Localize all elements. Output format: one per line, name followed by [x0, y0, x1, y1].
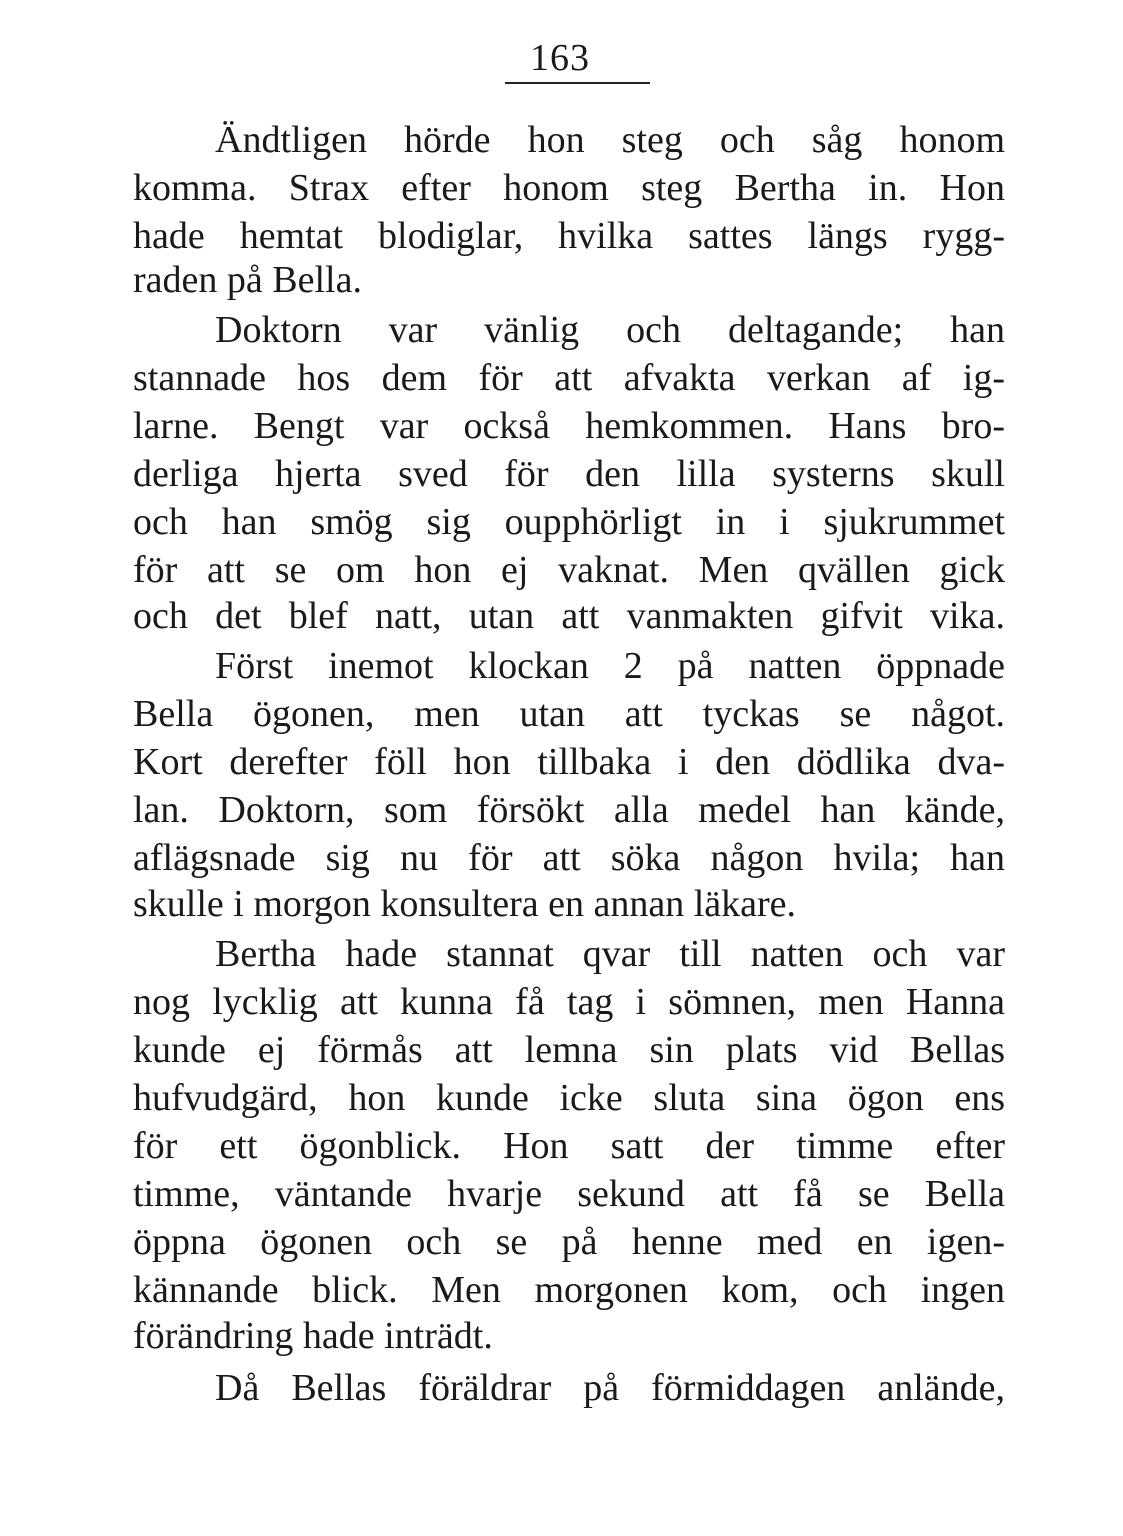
text-line: stannade hos dem för att afvakta verkan af ig- — [133, 357, 1005, 399]
text-line: nog lycklig att kunna få tag i sömnen, men Hanna — [133, 981, 1005, 1023]
text-line: Kort derefter föll hon tillbaka i den dödlika dva- — [133, 741, 1005, 783]
text-line: Bella ögonen, men utan att tyckas se något. — [133, 693, 1005, 735]
text-line: komma. Strax efter honom steg Bertha in. Hon — [133, 167, 1005, 209]
text-line: öppna ögonen och se på henne med en igen- — [133, 1221, 1005, 1263]
page-number: 163 — [530, 37, 590, 79]
text-line: lan. Doktorn, som försökt alla medel han kände, — [133, 789, 1005, 831]
text-line: och han smög sig oupphörligt in i sjukrummet — [133, 501, 1005, 543]
text-line: timme, väntande hvarje sekund att få se Bella — [133, 1173, 1005, 1215]
text-line: aflägsnade sig nu för att söka någon hvila; han — [133, 837, 1005, 879]
text-line: förändring hade inträdt. — [133, 1315, 493, 1357]
text-line: Ändtligen hörde hon steg och såg honom — [215, 119, 1005, 161]
text-line: derliga hjerta sved för den lilla systerns skull — [133, 453, 1005, 495]
text-line: för ett ögonblick. Hon satt der timme efter — [133, 1125, 1005, 1167]
text-line: och det blef natt, utan att vanmakten gifvit vika. — [133, 595, 1005, 637]
text-line: larne. Bengt var också hemkommen. Hans bro- — [133, 405, 1005, 447]
text-line: hade hemtat blodiglar, hvilka sattes längs rygg- — [133, 215, 1005, 257]
text-line: Först inemot klockan 2 på natten öppnade — [215, 645, 1005, 687]
page-number-rule — [505, 82, 650, 84]
text-line: kunde ej förmås att lemna sin plats vid Bellas — [133, 1029, 1005, 1071]
text-line: Doktorn var vänlig och deltagande; han — [215, 309, 1005, 351]
text-line: Bertha hade stannat qvar till natten och var — [215, 933, 1005, 975]
text-line: Då Bellas föräldrar på förmiddagen anlände, — [215, 1367, 1005, 1409]
text-line: skulle i morgon konsultera en annan läkare. — [133, 883, 797, 925]
text-line: hufvudgärd, hon kunde icke sluta sina ögon ens — [133, 1077, 1005, 1119]
text-line: raden på Bella. — [133, 259, 362, 301]
text-line: kännande blick. Men morgonen kom, och ingen — [133, 1269, 1005, 1311]
text-line: för att se om hon ej vaknat. Men qvällen gick — [133, 549, 1005, 591]
